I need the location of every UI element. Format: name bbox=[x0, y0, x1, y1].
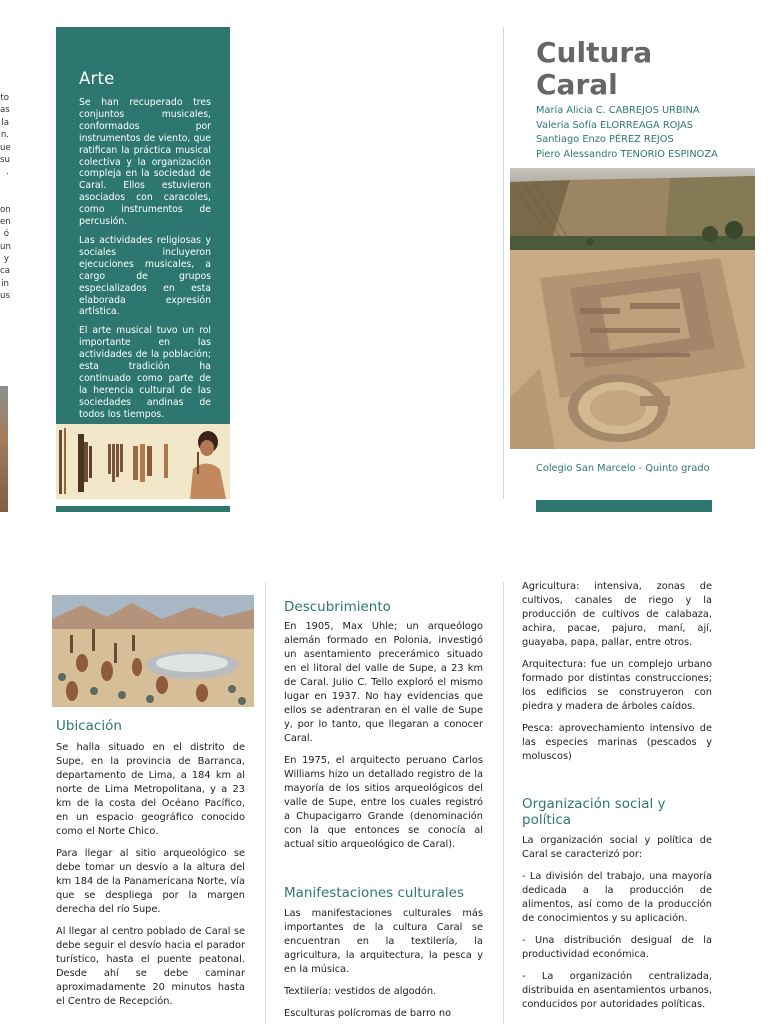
cutoff-text-fragment: to bbox=[0, 93, 9, 103]
cutoff-text-fragment: in bbox=[1, 278, 9, 289]
cutoff-text-fragment: on bbox=[0, 204, 11, 215]
organizacion-paragraph-2: - La división del trabajo, una mayoría dedicada a la producción de alimentos, así como de la producción de conocimientos y su aplicación. bbox=[522, 871, 712, 924]
author-name: María Alicia C. CABREJOS URBINA bbox=[536, 105, 700, 116]
school-label: Colegio San Marcelo - Quinto grado bbox=[536, 463, 710, 474]
cover-title bbox=[536, 37, 652, 101]
author-list bbox=[536, 104, 718, 162]
organizacion-paragraph-4: - La organización centralizada, distribuida en asentamientos urbanos, conducidos por autoridades políticas. bbox=[522, 971, 712, 1010]
author-name: Valeria Sofía ELORREAGA ROJAS bbox=[536, 119, 693, 131]
ubicacion-paragraph-3: Al llegar al centro poblado de Caral se debe seguir el desvío hacia el parador turístico, hasta el puente peatonal. Desde ahí se debe caminar aproximadamente 20 minutos hasta el Centro de Recepción. bbox=[56, 926, 245, 1007]
fold-divider bbox=[503, 27, 504, 499]
cutoff-text-fragment: su bbox=[0, 154, 10, 165]
author-name: Piero Alessandro TENORIO ESPINOZA bbox=[536, 148, 718, 160]
pesca-paragraph: Pesca: aprovechamiento intensivo de las especies marinas (pescados y moluscos) bbox=[522, 723, 712, 762]
agricultura-paragraph: Agricultura: intensiva, zonas de cultivos, canales de riego y la producción de cultivos de calabaza, achira, pacae, pajuro, maní, ají, guayaba, papa, pallar, entre otros. bbox=[522, 581, 712, 648]
cutoff-text-fragment: ca bbox=[0, 266, 10, 277]
manifestaciones-paragraph-2: Textilería: vestidos de algodón. bbox=[284, 986, 437, 997]
organizacion-paragraph-3: - Una distribución desigual de la productividad económica. bbox=[522, 935, 712, 960]
cutoff-text-fragment: us bbox=[0, 291, 10, 302]
ubicacion-body bbox=[56, 741, 245, 1017]
column-divider bbox=[503, 582, 504, 1024]
organizacion-body bbox=[522, 834, 712, 1020]
cutoff-text-fragment: la bbox=[1, 117, 9, 128]
arte-paragraph-3: El arte musical tuvo un rol importante en las actividades de la población; esta tradición ha continuado como parte de la herencia cultural de las sociedades andinas de todos los tiempos. bbox=[79, 325, 211, 420]
ubicacion-title: Ubicación bbox=[56, 718, 122, 734]
arte-panel bbox=[56, 27, 230, 424]
descubrimiento-body bbox=[284, 620, 483, 860]
ubicacion-paragraph-2: Para llegar al sitio arqueológico se debe tomar un desvío a la altura del km 184 de la Panamericana Norte, vía que se despliega por la margen derecha del río Supe. bbox=[56, 848, 245, 915]
cutoff-text-fragment: en bbox=[0, 216, 11, 227]
cutoff-text-fragment: ó bbox=[3, 229, 9, 240]
manifestaciones-paragraph-3: Esculturas polícromas de barro no bbox=[284, 1008, 452, 1019]
cutoff-text-fragment: ue bbox=[0, 142, 11, 153]
cutoff-text-fragment bbox=[0, 191, 9, 203]
descubrimiento-paragraph-2: En 1975, el arquitecto peruano Carlos Williams hizo un detallado registro de la mayoría de los sitios arqueológicos del valle de Supe, entre los cuales registró a Chupacigarro Grande (denominación con la que entonces se conocía al actual sitio arqueológico de Caral). bbox=[284, 755, 483, 850]
author-name: Santiago Enzo PÉREZ REJOS bbox=[536, 134, 674, 145]
descubrimiento-paragraph-1: En 1905, Max Uhle; un arqueólogo alemán formado en Polonia, investigó un asentamiento precerámico situado en el litoral del valle de Supe, a 23 km de Caral. Julio C. Tello exploró el mismo lugar en 1937. No hay evidencias que ellos se adentraran en el valle de Supe y, por lo tanto, que llegaran a conocer Caral. bbox=[284, 621, 483, 744]
cutoff-text-fragment: y bbox=[3, 254, 9, 265]
cutoff-photo bbox=[0, 386, 8, 514]
ubicacion-paragraph-1: Se halla situado en el distrito de Supe, en la provincia de Barranca, departamento de Lima, a 184 km al norte de Lima Metropolitana, y a 23 km de la costa del Océano Pacífico, en un espacio geográfico conocido como el Norte Chico. bbox=[56, 742, 245, 837]
cutoff-text-fragment bbox=[0, 179, 9, 191]
cutoff-text-fragment: un bbox=[0, 241, 11, 252]
brochure-inner-page bbox=[0, 512, 768, 1024]
cover-title-line-1: Cultura bbox=[536, 36, 653, 69]
caral-aerial-photo bbox=[510, 168, 755, 449]
cutoff-text-fragment: as bbox=[0, 105, 10, 116]
arte-paragraph-1: Se han recuperado tres conjuntos musicales, conformados por instrumentos de viento, que ratifican la práctica musical colectiva y la organización compleja en la sociedad de Caral. Ellos estuvieron asociados con caracoles, como instrumentos de percusión. bbox=[79, 97, 211, 228]
manifestaciones-body bbox=[284, 907, 483, 1029]
brochure-outer-page bbox=[0, 0, 768, 512]
cutoff-text-column bbox=[0, 92, 9, 303]
organizacion-title: Organización social y política bbox=[522, 796, 666, 828]
cover-title-line-2: Caral bbox=[536, 68, 618, 101]
cutoff-text-fragment: . bbox=[6, 167, 9, 178]
musical-instruments-illustration bbox=[56, 424, 230, 499]
manifestaciones-paragraph-1: Las manifestaciones culturales más importantes de la cultura Caral se encuentran en la textilería, la agricultura, la arquitectura, la pesca y en la música. bbox=[284, 908, 483, 975]
manifestaciones-title: Manifestaciones culturales bbox=[284, 885, 464, 901]
organizacion-paragraph-1: La organización social y política de Caral se caracterizó por: bbox=[522, 835, 712, 860]
column-divider bbox=[265, 582, 266, 1024]
descubrimiento-title: Descubrimiento bbox=[284, 599, 391, 615]
arte-paragraph-2: Las actividades religiosas y sociales incluyeron ejecuciones musicales, a cargo de grupos especializados en esta elaborada expresión artística. bbox=[79, 234, 211, 318]
arquitectura-paragraph: Arquitectura: fue un complejo urbano formado por distintas construcciones; los edificios se construyeron con piedra y madera de árboles caídos. bbox=[522, 659, 712, 712]
cutoff-text-fragment: n. bbox=[0, 130, 9, 141]
column-three-body bbox=[522, 580, 712, 772]
arte-title: Arte bbox=[79, 69, 115, 88]
caral-village-illustration bbox=[52, 595, 254, 707]
